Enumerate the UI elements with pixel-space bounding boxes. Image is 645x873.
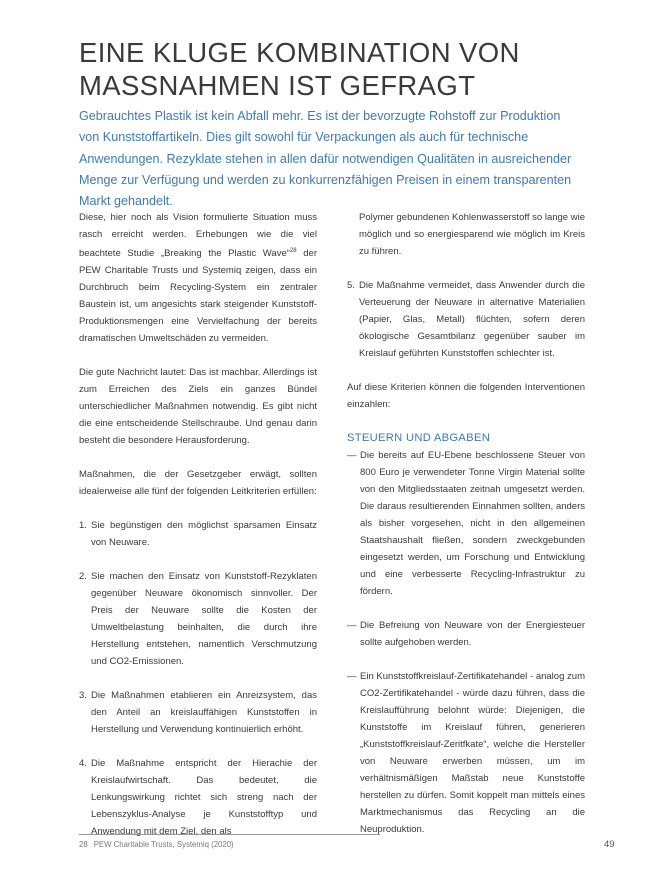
section-heading: STEUERN UND ABGABEN bbox=[347, 432, 491, 444]
right-column bbox=[347, 209, 585, 838]
title-line-1: EINE KLUGE KOMBINATION VON bbox=[79, 37, 520, 68]
dash-list-item-text: Die bereits auf EU-Ebene beschlossene Steuer von 800 Euro je verwendeter Tonne Virgin Material sollte von den Mitgliedsstaaten zeitnah umgesetzt werden. Die daraus resultierenden Einnahmen sollten, anders als bisher vorgesehen, nicht in den allgemeinen Staatshaushalt fließen, sondern zweckgebunden eingesetzt werden, um Forschung und Entwicklung und eine verbesserte Recycling-Infrastruktur zu fördern. bbox=[360, 450, 585, 597]
dash-list-item bbox=[347, 447, 585, 600]
dash-list-item-text: Die Befreiung von Neuware von der Energiesteuer sollte aufgehoben werden. bbox=[360, 620, 585, 648]
list-item-number: 5. bbox=[347, 280, 355, 291]
list-item bbox=[347, 277, 585, 362]
list-item-text: Sie machen den Einsatz von Kunststoff-Rezyklaten gegenüber Neuware ökonomisch sinnvoller. Der Preis der Neuware sollte die Kosten der Umweltbelastung beinhalten, die durch ihre Herstellung entstehen, namentlich Verschmutzung und CO2-Emissionen. bbox=[91, 571, 317, 668]
page-title bbox=[79, 36, 619, 102]
footnote-reference: 28 bbox=[289, 248, 297, 254]
paragraph-continuation: Polymer gebundenen Kohlenwasserstoff so lange wie möglich und so energiesparend wie möglich im Kreis zu führen. bbox=[359, 212, 585, 257]
footnote-divider bbox=[79, 834, 380, 835]
list-item-text: Die Maßnahmen etablieren ein Anreizsystem, das den Anteil an kreislauffähigen Kunststoffen in Herstellung und Verwendung kontinuierlich erhöht. bbox=[91, 690, 317, 736]
paragraph-intro-start: Diese, hier noch als Vision formulierte Situation muss rasch erreicht werden. Erhebungen wie die viel beachtete Studie „Breaking the Plastic Wave“ bbox=[79, 212, 317, 260]
paragraph-interventions-intro: Auf diese Kriterien können die folgenden Interventionen einzahlen: bbox=[347, 382, 585, 410]
list-item bbox=[79, 568, 317, 670]
dash-list-item bbox=[347, 617, 585, 651]
left-column bbox=[79, 209, 317, 840]
list-item bbox=[79, 517, 317, 551]
list-item-text: Die Maßnahme entspricht der Hierachie der Kreislaufwirtschaft. Das bedeutet, die Lenkungswirkung richtet sich streng nach der Lebenszyklus-Analyse je Kunststofftyp und Anwendung mit dem Ziel, den als bbox=[91, 758, 317, 838]
list-item-number: 4. bbox=[79, 758, 87, 770]
list-item bbox=[79, 687, 317, 738]
footnote-text: PEW Charitable Trusts, Systemiq (2020) bbox=[93, 840, 234, 849]
lead-paragraph: Gebrauchtes Plastik ist kein Abfall mehr. Es ist der bevorzugte Rohstoff zur Produktion von Kunststoffartikeln. Dies gilt sowohl für Verpackungen als auch für technische Anwendungen. Rezyklate stehen in allen dafür notwendigen Qualitäten in ausreichender Menge zur Verfügung und werden zu konkurrenzfähigen Preisen in einem transparenten Markt gehandelt. bbox=[79, 109, 572, 209]
paragraph-criteria-intro: Maßnahmen, die der Gesetzgeber erwägt, sollten idealerweise alle fünf der folgenden Leitkriterien erfüllen: bbox=[79, 469, 317, 498]
page-number: 49 bbox=[604, 839, 615, 850]
list-item-text: Die Maßnahme vermeidet, dass Anwender durch die Verteuerung der Neuware in alternative Materialien (Papier, Glas, Metall) flüchten, sofern deren ökologische Gesamtbilanz gegenüber sauber im Kreislauf geführten Kunststoffen schlechter ist. bbox=[359, 280, 585, 359]
list-item-number: 1. bbox=[79, 520, 87, 532]
list-item bbox=[79, 755, 317, 840]
paragraph-intro-end: der PEW Charitable Trusts und Systemiq zeigen, dass ein Durchbruch beim Recycling-System ein zentraler Baustein ist, um angesichts stark steigender Kunststoff-Produktionsmengen eine Vervielfachung der bereits dramatischen Umweltschäden zu vermeiden. bbox=[79, 248, 318, 345]
dash-bullet: — bbox=[347, 450, 357, 461]
footnote-number: 28 bbox=[79, 840, 88, 849]
dash-bullet: — bbox=[347, 671, 357, 682]
dash-bullet: — bbox=[347, 620, 357, 631]
list-item-text: Sie begünstigen den möglichst sparsamen Einsatz von Neuware. bbox=[91, 520, 317, 549]
list-item-number: 2. bbox=[79, 571, 87, 583]
paragraph-intro bbox=[79, 209, 317, 347]
dash-list-item bbox=[347, 668, 585, 838]
title-line-2: MASSNAHMEN IST GEFRAGT bbox=[79, 70, 476, 101]
footnote bbox=[79, 840, 234, 849]
dash-list-item-text: Ein Kunststoffkreislauf-Zertifikatehandel - analog zum CO2-Zertifikatehandel - würde dazu führen, dass die Kreislaufführung belohnt würde: Diejenigen, die Kunststoffe im Kreislauf führen, generieren „Kunststoffkreislauf-Zeritfkate“, welche die Hersteller von Neuware erwerben müssen, um im verhältnismäßigen Maßstab neue Kunststoffe herstellen zu dürfen. Somit koppelt man mittels eines Marktmechanismus das Recycling an die Neuproduktion. bbox=[360, 671, 585, 835]
list-item-number: 3. bbox=[79, 690, 87, 702]
paragraph-good-news: Die gute Nachricht lautet: Das ist machbar. Allerdings ist zum Erreichen des Ziels ein ganzes Bündel unterschiedlicher Maßnahmen notwendig. Es gibt nicht die eine entscheidende Stellschraube. Und genau darin besteht die besondere Herausforderung. bbox=[79, 367, 317, 447]
